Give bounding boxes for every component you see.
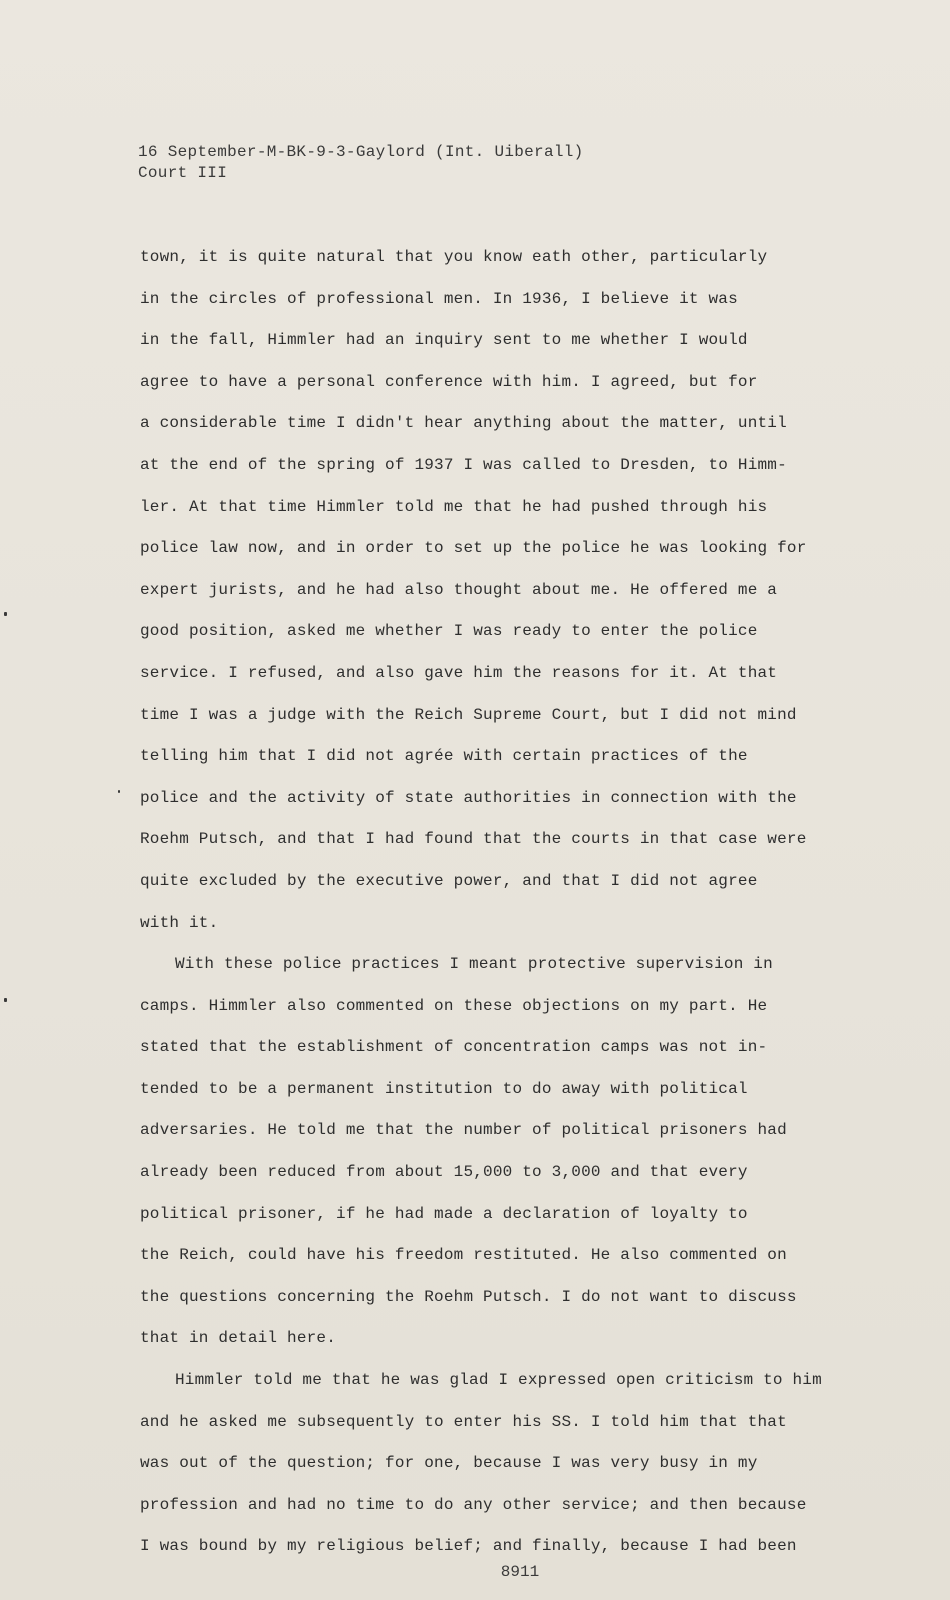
text-line: With these police practices I meant protective supervision in <box>175 955 773 974</box>
text-line: that in detail here. <box>140 1329 337 1348</box>
text-line: Himmler told me that he was glad I expressed open criticism to him <box>175 1371 822 1390</box>
text-line: ler. At that time Himmler told me that he had pushed through his <box>140 497 768 516</box>
text-line: police law now, and in order to set up the police he was looking for <box>140 539 807 558</box>
text-line: expert jurists, and he had also thought about me. He offered me a <box>140 580 778 599</box>
text-line: at the end of the spring of 1937 I was called to Dresden, to Himm- <box>140 455 787 474</box>
page-number: 8911 <box>500 1563 540 1581</box>
header-court-line: Court III <box>138 164 228 182</box>
text-line: quite excluded by the executive power, and that I did not agree <box>140 871 758 890</box>
text-line: profession and had no time to do any other service; and then because <box>140 1495 807 1514</box>
text-line: police and the activity of state authorities in connection with the <box>140 788 797 807</box>
text-line: agree to have a personal conference with him. I agreed, but for <box>140 372 758 391</box>
text-line: political prisoner, if he had made a declaration of loyalty to <box>140 1204 748 1223</box>
text-line: already been reduced from about 15,000 to 3,000 and that every <box>140 1163 748 1182</box>
text-line: time I was a judge with the Reich Supreme Court, but I did not mind <box>140 705 797 724</box>
text-line: I was bound by my religious belief; and finally, because I had been <box>140 1537 797 1556</box>
document-header <box>138 142 584 184</box>
text-line: a considerable time I didn't hear anything about the matter, until <box>140 414 787 433</box>
text-line: town, it is quite natural that you know eath other, particularly <box>140 248 768 266</box>
text-line: tended to be a permanent institution to do away with political <box>140 1079 748 1098</box>
text-line: service. I refused, and also gave him the reasons for it. At that <box>140 663 778 682</box>
header-reference-line: 16 September-M-BK-9-3-Gaylord (Int. Uiberall) <box>138 143 584 161</box>
paragraph-1 <box>140 237 860 944</box>
text-line: in the circles of professional men. In 1936, I believe it was <box>140 289 738 308</box>
text-line: Roehm Putsch, and that I had found that the courts in that case were <box>140 830 807 849</box>
text-line: good position, asked me whether I was ready to enter the police <box>140 622 758 641</box>
text-line: adversaries. He told me that the number of political prisoners had <box>140 1121 787 1140</box>
paper-speck-mark <box>4 612 7 616</box>
transcript-body <box>140 237 860 1568</box>
paper-speck-mark <box>118 790 120 793</box>
text-line: in the fall, Himmler had an inquiry sent to me whether I would <box>140 331 748 350</box>
text-line: with it. <box>140 913 219 932</box>
paragraph-2 <box>140 944 860 1360</box>
text-line: the Reich, could have his freedom restituted. He also commented on <box>140 1246 787 1265</box>
paragraph-3 <box>140 1360 860 1568</box>
text-line: stated that the establishment of concentration camps was not in- <box>140 1038 768 1057</box>
paper-speck-mark <box>4 998 7 1002</box>
text-line: the questions concerning the Roehm Putsch. I do not want to discuss <box>140 1287 797 1306</box>
text-line: camps. Himmler also commented on these objections on my part. He <box>140 996 768 1015</box>
text-line: telling him that I did not agrée with certain practices of the <box>140 747 748 766</box>
text-line: was out of the question; for one, because I was very busy in my <box>140 1454 758 1473</box>
text-line: and he asked me subsequently to enter his SS. I told him that that <box>140 1412 787 1431</box>
